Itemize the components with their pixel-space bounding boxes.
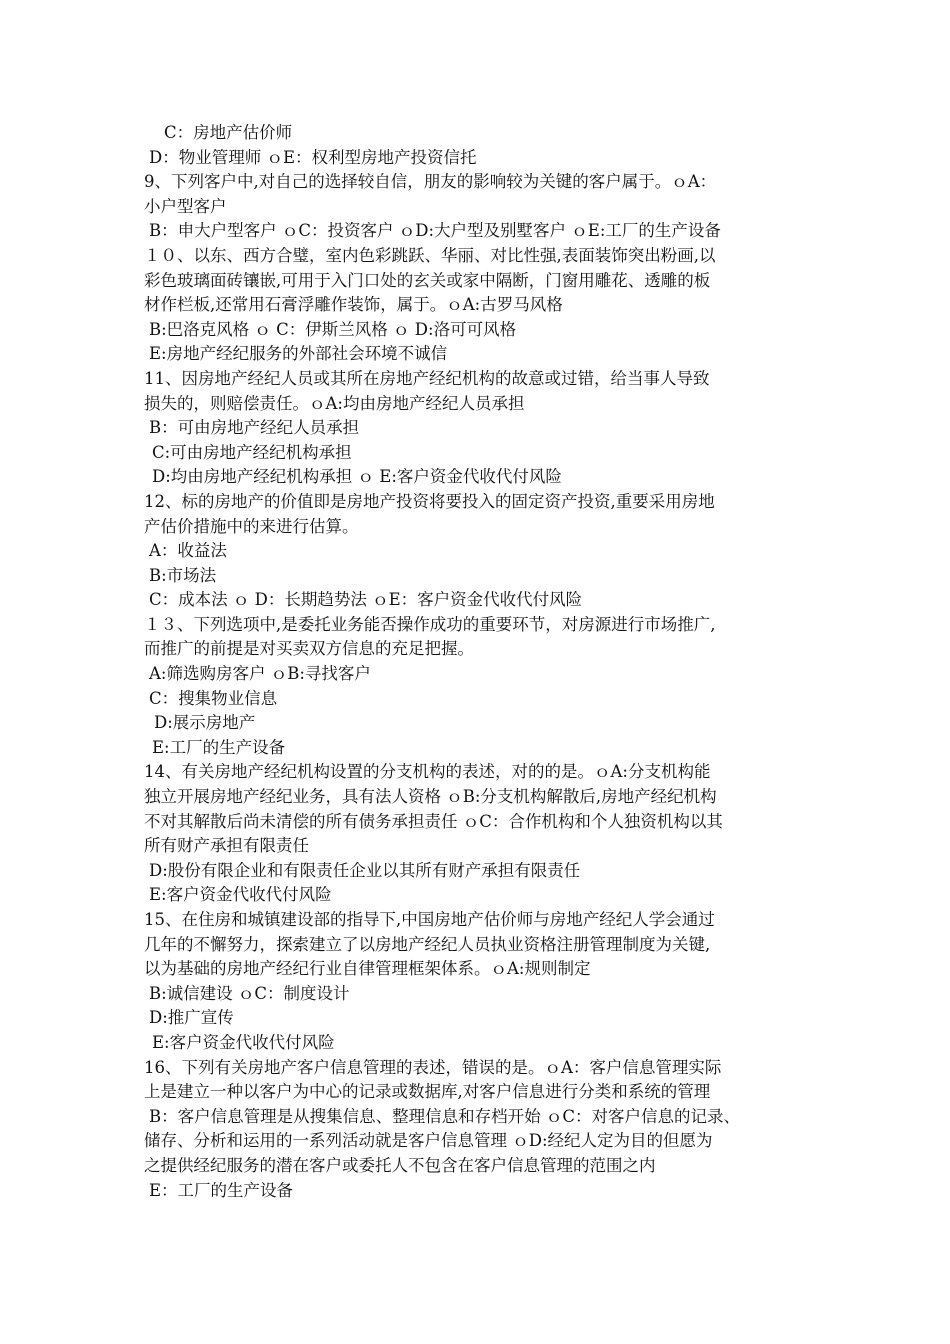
text-line: 不对其解散后尚未清偿的所有债务承担责任 ｏC：合作机构和个人独资机构以其 (144, 811, 723, 831)
text-line: 损失的，则赔偿责任。ｏA:均由房地产经纪人员承担 (144, 393, 525, 413)
text-line: B：客户信息管理是从搜集信息、整理信息和存档开始 ｏC：对客户信息的记录、 (149, 1106, 740, 1126)
text-line: 以为基础的房地产经纪行业自律管理框架体系。ｏA:规则制定 (144, 959, 591, 979)
text-line: C：成本法 ｏ D：长期趋势法 ｏE：客户资金代收代付风险 (149, 590, 583, 610)
text-line: 储存、分析和运用的一系列活动就是客户信息管理 ｏD:经纪人定为目的但愿为 (144, 1131, 713, 1151)
text-line: 15、在住房和城镇建设部的指导下,中国房地产估价师与房地产经纪人学会通过 (144, 910, 715, 929)
text-line: １３、下列选项中,是委托业务能否操作成功的重要环节，对房源进行市场推广, (144, 614, 716, 634)
text-line: D:推广宣传 (149, 1008, 234, 1028)
text-line: 9、下列客户中,对自己的选择较自信，朋友的影响较为关键的客户属于。ｏA： (144, 172, 717, 192)
document-page (144, 121, 814, 1203)
text-line: 几年的不懈努力，探索建立了以房地产经纪人员执业资格注册管理制度为关键, (144, 934, 711, 954)
text-line: E:工厂的生产设备 (152, 737, 286, 757)
text-line: 独立开展房地产经纪业务，具有法人资格 ｏB:分支机构解散后,房地产经纪机构 (144, 787, 717, 807)
text-line: 11、因房地产经纪人员或其所在房地产经纪机构的故意或过错，给当事人导致 (144, 368, 710, 388)
text-line: 小户型客户 (144, 196, 227, 216)
text-line: B：可由房地产经纪人员承担 (149, 418, 360, 438)
text-line: １０、以东、西方合璧，室内色彩跳跃、华丽、对比性强,表面装饰突出粉画,以 (144, 245, 716, 265)
text-line: D:股份有限企业和有限责任企业以其所有财产承担有限责任 (149, 860, 581, 880)
text-line: 之提供经纪服务的潜在客户或委托人不包含在客户信息管理的范围之内 (144, 1155, 656, 1175)
text-line: C：房地产估价师 (164, 123, 293, 142)
text-line: E：工厂的生产设备 (149, 1180, 294, 1200)
text-line: B:诚信建设 ｏC：制度设计 (149, 983, 350, 1003)
text-line: C:可由房地产经纪机构承担 (152, 442, 352, 462)
text-line: E:客户资金代收代付风险 (149, 885, 332, 905)
text-line: A：收益法 (149, 541, 227, 561)
text-line: 而推广的前提是对买卖双方信息的充足把握。 (144, 639, 474, 659)
text-line: 12、标的房地产的价值即是房地产投资将要投入的固定资产投资,重要采用房地 (144, 491, 715, 511)
text-line: A:筛选购房客户 ｏB:寻找客户 (149, 664, 371, 684)
text-line: 材作栏板,还常用石膏浮雕作装饰，属于。ｏA:古罗马风格 (144, 295, 563, 315)
text-line: D：物业管理师 ｏE：权利型房地产投资信托 (149, 147, 477, 167)
text-line: 产估价措施中的来进行估算。 (144, 516, 359, 536)
text-line: C：搜集物业信息 (149, 688, 278, 708)
text-line: D:展示房地产 (154, 713, 256, 733)
text-line: E:客户资金代收代付风险 (152, 1032, 335, 1052)
text-line: 彩色玻璃面砖镶嵌,可用于入门口处的玄关或家中隔断，门窗用雕花、透雕的板 (144, 270, 711, 290)
text-line: 上是建立一种以客户为中心的记录或数据库,对客户信息进行分类和系统的管理 (144, 1082, 711, 1102)
text-line: 所有财产承担有限责任 (144, 836, 309, 856)
text-line: E:房地产经纪服务的外部社会环境不诚信 (149, 344, 448, 364)
text-line: B：申大户型客户 ｏC：投资客户 ｏD:大户型及别墅客户 ｏE:工厂的生产设备 (149, 221, 721, 241)
text-line: 16、下列有关房地产客户信息管理的表述，错误的是。ｏA：客户信息管理实际 (144, 1057, 722, 1077)
text-line: B:巴洛克风格 ｏ C：伊斯兰风格 ｏ D:洛可可风格 (149, 319, 517, 339)
text-line: B:市场法 (149, 565, 217, 585)
text-line: D:均由房地产经纪机构承担 ｏ E:客户资金代收代付风险 (152, 467, 562, 487)
text-line: 14、有关房地产经纪机构设置的分支机构的表述，对的的是。ｏA:分支机构能 (144, 762, 711, 782)
